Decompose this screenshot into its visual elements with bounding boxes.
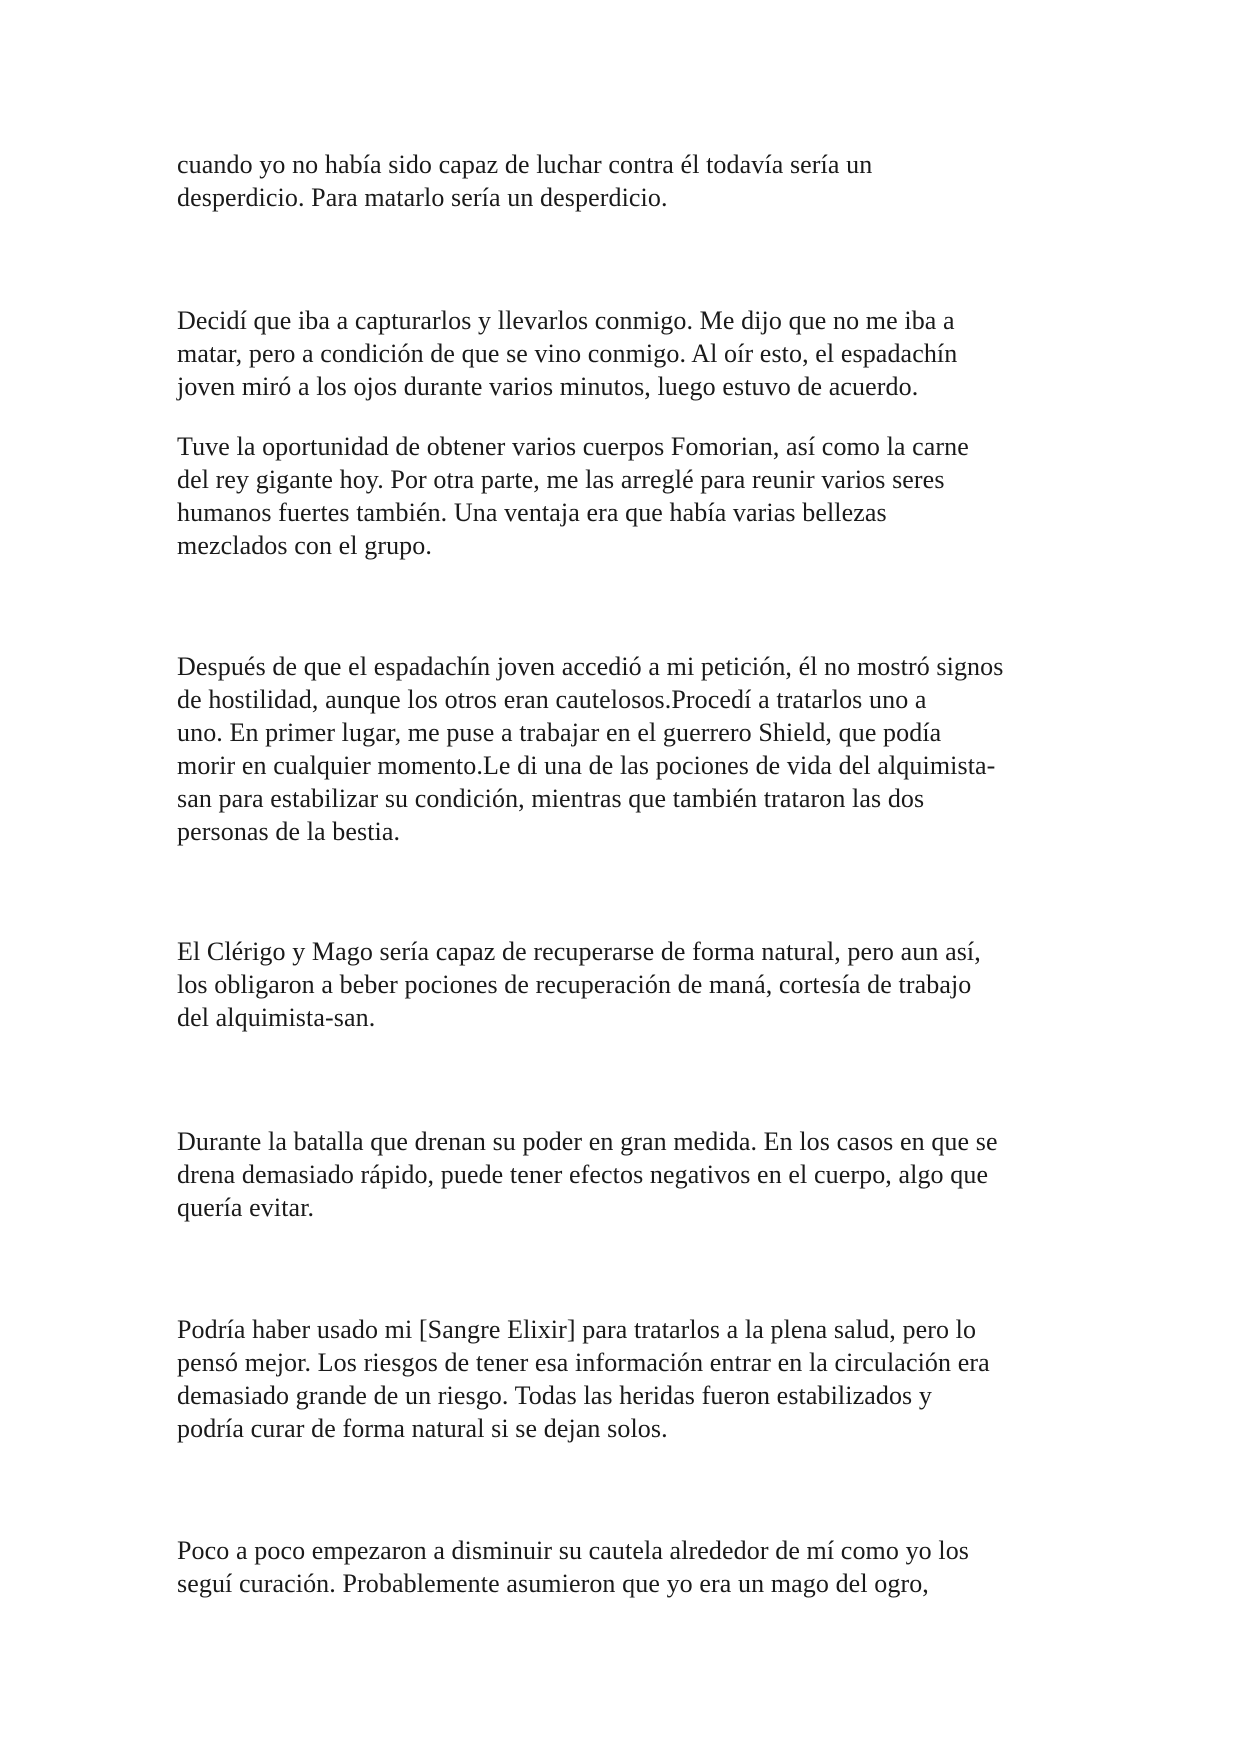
paragraph-line: los obligaron a beber pociones de recuperación de maná, cortesía de trabajo — [177, 970, 972, 999]
paragraph-line: quería evitar. — [177, 1193, 315, 1222]
paragraph-line: matar, pero a condición de que se vino conmigo. Al oír esto, el espadachín — [177, 339, 958, 368]
paragraph-line: Podría haber usado mi [Sangre Elixir] para tratarlos a la plena salud, pero lo — [177, 1315, 977, 1344]
paragraph-line: drena demasiado rápido, puede tener efectos negativos en el cuerpo, algo que — [177, 1160, 989, 1189]
paragraph-line: mezclados con el grupo. — [177, 531, 432, 560]
paragraph-line: san para estabilizar su condición, mientras que también trataron las dos — [177, 784, 925, 813]
paragraph-line: Durante la batalla que drenan su poder en gran medida. En los casos en que se — [177, 1127, 998, 1156]
paragraph-line: personas de la bestia. — [177, 817, 401, 846]
paragraph-line: seguí curación. Probablemente asumieron que yo era un mago del ogro, — [177, 1569, 929, 1598]
paragraph-line: del rey gigante hoy. Por otra parte, me las arreglé para reunir varios seres — [177, 465, 945, 494]
paragraph-line: Poco a poco empezaron a disminuir su cautela alrededor de mí como yo los — [177, 1536, 970, 1565]
paragraph-line: podría curar de forma natural si se dejan solos. — [177, 1414, 668, 1443]
paragraph-line: desperdicio. Para matarlo sería un desperdicio. — [177, 183, 668, 212]
paragraph-line: Tuve la oportunidad de obtener varios cuerpos Fomorian, así como la carne — [177, 432, 969, 461]
paragraph-line: del alquimista-san. — [177, 1003, 376, 1032]
paragraph-line: humanos fuertes también. Una ventaja era que había varias bellezas — [177, 498, 887, 527]
paragraph-line: El Clérigo y Mago sería capaz de recuperarse de forma natural, pero aun así, — [177, 937, 981, 966]
paragraph-line: Decidí que iba a capturarlos y llevarlos conmigo. Me dijo que no me iba a — [177, 306, 955, 335]
paragraph-line: morir en cualquier momento.Le di una de las pociones de vida del alquimista- — [177, 751, 996, 780]
paragraph-line: Después de que el espadachín joven accedió a mi petición, él no mostró signos — [177, 652, 1004, 681]
paragraph-line: de hostilidad, aunque los otros eran cautelosos.Procedí a tratarlos uno a — [177, 685, 927, 714]
paragraph-line: uno. En primer lugar, me puse a trabajar en el guerrero Shield, que podía — [177, 718, 942, 747]
paragraph-line: pensó mejor. Los riesgos de tener esa información entrar en la circulación era — [177, 1348, 990, 1377]
paragraph-line: cuando yo no había sido capaz de luchar contra él todavía sería un — [177, 150, 873, 179]
paragraph-line: joven miró a los ojos durante varios minutos, luego estuvo de acuerdo. — [177, 372, 919, 401]
paragraph-line: demasiado grande de un riesgo. Todas las heridas fueron estabilizados y — [177, 1381, 932, 1410]
